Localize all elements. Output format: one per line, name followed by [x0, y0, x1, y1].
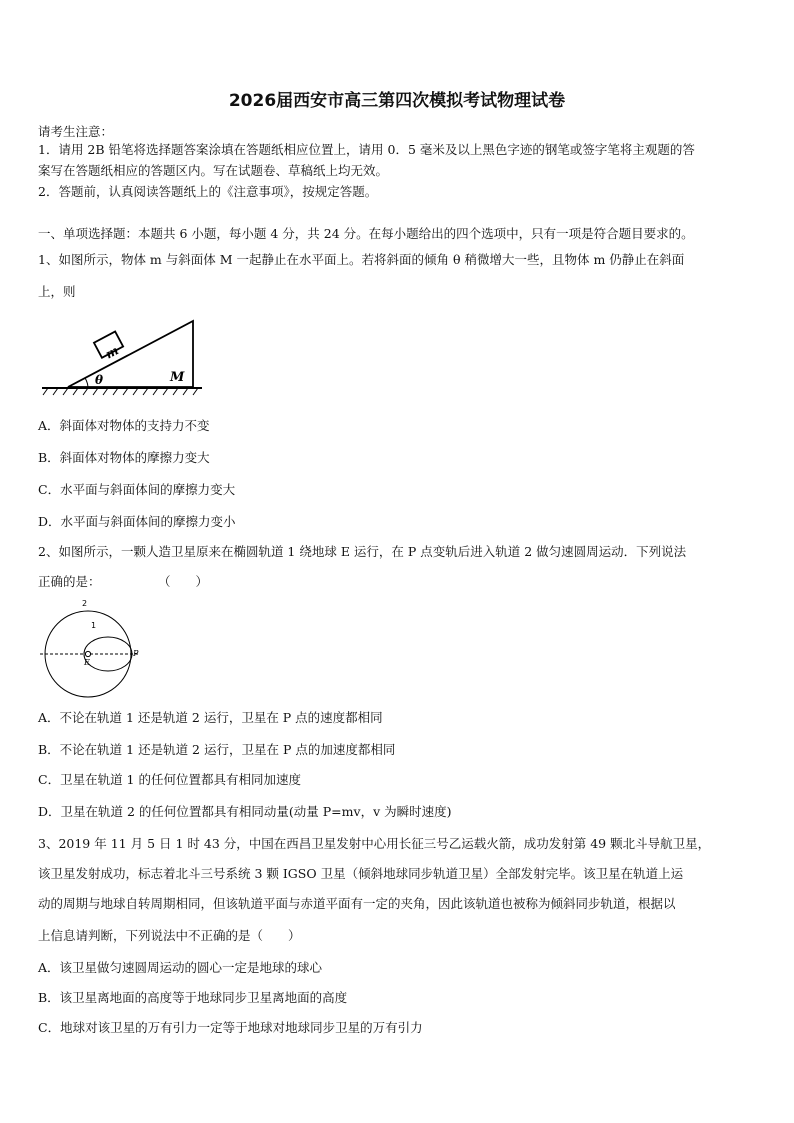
- incline-M-label: M: [170, 370, 185, 385]
- notice-line-2: 2．答题前，认真阅读答题纸上的《注意事项》，按规定答题。: [38, 184, 378, 199]
- orbit-1-label: 1: [91, 621, 97, 630]
- page-title: 2026届西安市高三第四次模拟考试物理试卷: [228, 91, 566, 111]
- q3-stem-c: 动的周期与地球自转周期相同，但该轨道平面与赤道平面有一定的夹角，因此该轨道也被称为倾斜同步轨道，根据以: [38, 896, 676, 911]
- mass-m-label: m: [103, 343, 121, 362]
- q3-option-c: C．地球对该卫星的万有引力一定等于地球对地球同步卫星的万有引力: [38, 1020, 423, 1035]
- q1-stem-b: 上，则: [38, 284, 76, 299]
- q1-option-a: A．斜面体对物体的支持力不变: [38, 418, 210, 433]
- section-heading: 一、单项选择题：本题共 6 小题，每小题 4 分，共 24 分。在每小题给出的四个选项中，只有一项是符合题目要求的。: [38, 226, 694, 241]
- q2-stem-a: 2、如图所示，一颗人造卫星原来在椭圆轨道 1 绕地球 E 运行，在 P 点变轨后进入轨道 2 做匀速圆周运动．下列说法: [38, 544, 687, 559]
- q2-option-a: A．不论在轨道 1 还是轨道 2 运行，卫星在 P 点的速度都相同: [38, 710, 383, 725]
- q2-option-c: C．卫星在轨道 1 的任何位置都具有相同加速度: [38, 772, 301, 787]
- q3-option-b: B．该卫星离地面的高度等于地球同步卫星离地面的高度: [38, 990, 348, 1005]
- notice-line-1a: 1．请用 2B 铅笔将选择题答案涂填在答题纸相应位置上，请用 0．5 毫米及以上黑色字迹的钢笔或签字笔将主观题的答: [38, 142, 695, 157]
- q2-answer-blank: （ ）: [158, 574, 209, 589]
- q3-stem-d: 上信息请判断，下列说法中不正确的是（ ）: [38, 928, 301, 943]
- notice-line-1b: 案写在答题纸相应的答题区内。写在试题卷、草稿纸上均无效。: [38, 163, 389, 178]
- q1-option-b: B．斜面体对物体的摩擦力变大: [38, 450, 210, 465]
- earth-E-label: E: [84, 658, 90, 667]
- notice-heading: 请考生注意：: [38, 124, 114, 139]
- incline-diagram: [40, 318, 210, 398]
- q2-option-b: B．不论在轨道 1 还是轨道 2 运行，卫星在 P 点的加速度都相同: [38, 742, 396, 757]
- q3-option-a: A．该卫星做匀速圆周运动的圆心一定是地球的球心: [38, 960, 323, 975]
- q2-stem-b: 正确的是：: [38, 574, 101, 589]
- q1-stem-a: 1、如图所示，物体 m 与斜面体 M 一起静止在水平面上。若将斜面的倾角 θ 稍微增大一些，且物体 m 仍静止在斜面: [38, 252, 685, 267]
- q1-option-d: D．水平面与斜面体间的摩擦力变小: [38, 514, 236, 529]
- q2-option-d: D．卫星在轨道 2 的任何位置都具有相同动量(动量 P=mv，v 为瞬时速度): [38, 804, 452, 819]
- orbit-2-label: 2: [82, 599, 88, 608]
- q1-option-c: C．水平面与斜面体间的摩擦力变大: [38, 482, 236, 497]
- point-P-label: P: [133, 649, 139, 658]
- angle-theta-label: θ: [95, 373, 104, 387]
- orbit-diagram: [38, 598, 150, 698]
- q3-stem-a: 3、2019 年 11 月 5 日 1 时 43 分，中国在西昌卫星发射中心用长征三号乙运载火箭，成功发射第 49 颗北斗导航卫星，: [38, 836, 711, 851]
- q3-stem-b: 该卫星发射成功，标志着北斗三号系统 3 颗 IGSO 卫星（倾斜地球同步轨道卫星）全部发射完毕。该卫星在轨道上运: [38, 866, 684, 881]
